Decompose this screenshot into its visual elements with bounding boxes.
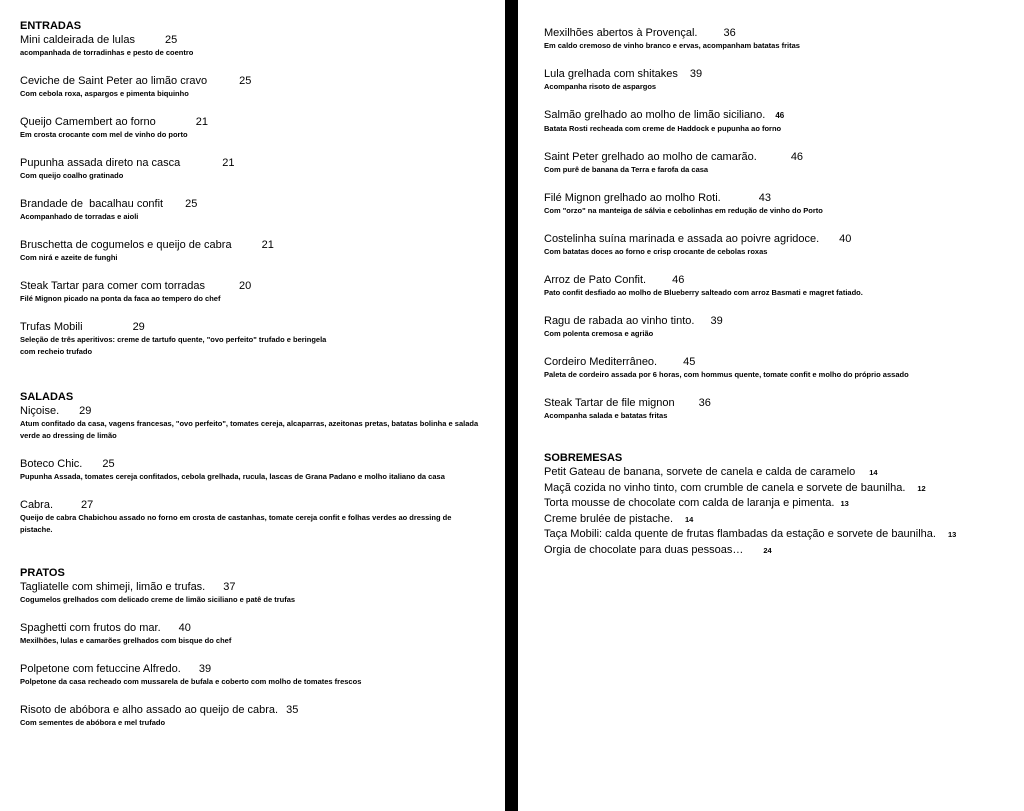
item-price: 43 — [758, 192, 771, 204]
item-name: Niçoise. — [20, 405, 60, 417]
item-description: acompanhada de torradinhas e pesto de coentro — [20, 48, 194, 57]
menu-item — [20, 320, 505, 358]
item-price: 12 — [917, 483, 926, 493]
dessert-item — [544, 481, 1024, 497]
item-price: 46 — [775, 111, 785, 120]
menu-item — [544, 67, 1024, 93]
item-name: Ceviche de Saint Peter ao limão cravo — [20, 75, 208, 87]
left-menu-page — [0, 0, 505, 811]
section-title-sobremesas: SOBREMESAS — [544, 452, 623, 464]
item-description: Mexilhões, lulas e camarões grelhados com bisque do chef — [20, 636, 232, 645]
menu-item — [544, 232, 1024, 258]
item-name: Cordeiro Mediterrâneo. — [544, 356, 658, 368]
item-price: 13 — [947, 530, 957, 539]
menu-item — [20, 33, 505, 59]
item-price: 40 — [839, 233, 852, 245]
section-title-entradas: ENTRADAS — [20, 20, 82, 32]
item-price: 36 — [723, 27, 736, 39]
item-price: 46 — [790, 151, 804, 163]
dessert-item — [544, 496, 1024, 512]
menu-item — [20, 404, 505, 442]
item-price: 29 — [79, 405, 92, 417]
section-pratos-continued — [544, 26, 1024, 422]
menu-item — [20, 457, 505, 483]
menu-item — [20, 197, 505, 223]
item-description: Com sementes de abóbora e mel trufado — [20, 718, 166, 727]
item-price: 40 — [178, 622, 191, 634]
item-name: Trufas Mobili — [20, 321, 83, 333]
item-name: Torta mousse de chocolate com calda de laranja e pimenta. — [544, 497, 835, 509]
menu-item — [20, 74, 505, 100]
item-description: Com nirá e azeite de funghi — [20, 253, 118, 262]
item-name: Filé Mignon grelhado ao molho Roti. — [544, 192, 721, 204]
item-price: 46 — [672, 274, 685, 286]
item-price: 21 — [195, 116, 208, 128]
item-price: 39 — [198, 663, 212, 675]
item-name: Taça Mobili: calda quente de frutas flambadas da estação e sorvete de baunilha. — [544, 528, 936, 540]
item-name: Polpetone com fetuccine Alfredo. — [20, 663, 181, 675]
item-name: Boteco Chic. — [20, 458, 83, 470]
item-name: Arroz de Pato Confit. — [544, 274, 647, 286]
item-price: 14 — [869, 468, 878, 477]
item-name: Salmão grelhado ao molho de limão siciliano. — [544, 109, 766, 121]
item-price: 39 — [689, 68, 703, 80]
item-name: Petit Gateau de banana, sorvete de canela e calda de caramelo — [544, 466, 856, 478]
section-saladas — [20, 391, 505, 536]
item-price: 21 — [261, 239, 274, 251]
section-entradas — [20, 20, 505, 358]
menu-item — [20, 279, 505, 305]
item-price: 25 — [239, 75, 252, 87]
menu-item — [20, 703, 505, 729]
menu-item — [544, 26, 1024, 52]
item-price: 25 — [164, 34, 178, 46]
item-price: 25 — [185, 198, 198, 210]
menu-item — [20, 621, 505, 647]
item-price: 39 — [710, 315, 723, 327]
item-name: Tagliatelle com shimeji, limão e trufas. — [20, 581, 206, 593]
item-price: 20 — [239, 280, 252, 292]
item-description: Acompanha risoto de aspargos — [544, 82, 657, 91]
item-description: Acompanhado de torradas e aioli — [20, 212, 139, 221]
item-name: Steak Tartar de file mignon — [544, 397, 675, 409]
item-description: Paleta de cordeiro assada por 6 horas, com hommus quente, tomate confit e molho do próprio assado — [544, 370, 909, 379]
item-name: Cabra. — [20, 499, 54, 511]
item-description: Em crosta crocante com mel de vinho do porto — [20, 130, 188, 139]
item-name: Risoto de abóbora e alho assado ao queijo de cabra. — [20, 704, 279, 716]
item-description: Pato confit desfiado ao molho de Blueberry salteado com arroz Basmati e magret fatiado. — [544, 288, 863, 297]
item-description: Em caldo cremoso de vinho branco e ervas, acompanham batatas fritas — [544, 41, 800, 50]
item-description: Batata Rosti recheada com creme de Haddock e pupunha ao forno — [544, 124, 782, 133]
menu-item — [20, 580, 505, 606]
item-price: 13 — [840, 499, 849, 508]
menu-item — [544, 396, 1024, 422]
item-description: Com queijo coalho gratinado — [20, 171, 124, 180]
section-title-pratos: PRATOS — [20, 567, 65, 579]
item-price: 14 — [685, 514, 694, 524]
item-name: Costelinha suína marinada e assada ao poivre agridoce. — [544, 233, 820, 245]
item-price: 37 — [223, 581, 236, 593]
item-description: Com batatas doces ao forno e crisp crocante de cebolas roxas — [544, 247, 768, 256]
section-title-saladas: SALADAS — [20, 391, 74, 403]
section-pratos — [20, 567, 505, 729]
item-name: Queijo Camembert ao forno — [20, 116, 156, 128]
menu-item — [20, 238, 505, 264]
item-price: 36 — [698, 397, 711, 409]
item-price: 24 — [763, 545, 772, 555]
item-name: Lula grelhada com shitakes — [544, 68, 678, 80]
item-name: Pupunha assada direto na casca — [20, 157, 181, 169]
item-description: Com purê de banana da Terra e farofa da casa — [544, 165, 709, 174]
item-name: Mexilhões abertos à Provençal. — [544, 27, 698, 39]
item-name: Saint Peter grelhado ao molho de camarão. — [544, 151, 757, 163]
item-name: Spaghetti com frutos do mar. — [20, 622, 161, 634]
item-price: 45 — [683, 356, 696, 368]
item-name: Orgia de chocolate para duas pessoas… — [544, 543, 744, 556]
item-description: Pupunha Assada, tomates cereja confitados, cebola grelhada, rucula, lascas de Grana Padano e molho italiano da casa — [20, 472, 445, 481]
dessert-item — [544, 543, 1024, 559]
menu-item — [544, 314, 1024, 340]
menu-item — [544, 108, 1024, 135]
item-name: Brandade de bacalhau confit — [20, 198, 164, 210]
item-name: Maçã cozida no vinho tinto, com crumble de canela e sorvete de baunilha. — [544, 481, 906, 494]
right-menu-page — [518, 0, 1024, 811]
item-price: 25 — [102, 458, 115, 470]
dessert-item — [544, 512, 1024, 528]
menu-item — [20, 115, 505, 141]
dessert-item — [544, 527, 1024, 543]
item-description: Polpetone da casa recheado com mussarela de bufala e coberto com molho de tomates frescos — [20, 677, 362, 686]
item-description: Com cebola roxa, aspargos e pimenta biquinho — [20, 89, 189, 98]
item-price: 35 — [286, 704, 299, 716]
item-name: Creme brulée de pistache. — [544, 512, 674, 525]
item-description: Com "orzo" na manteiga de sálvia e cebolinhas em redução de vinho do Porto — [544, 206, 823, 215]
item-description: Acompanha salada e batatas fritas — [544, 411, 668, 420]
menu-item — [544, 355, 1024, 381]
item-price: 29 — [132, 321, 145, 333]
item-name: Bruschetta de cogumelos e queijo de cabra — [20, 239, 232, 251]
menu-item — [544, 191, 1024, 217]
item-description: Com polenta cremosa e agrião — [544, 329, 654, 338]
item-description: Seleção de três aperitivos: creme de tartufo quente, "ovo perfeito" trufado e beringela com recheio trufado — [20, 335, 327, 356]
item-description: Cogumelos grelhados com delicado creme de limão siciliano e patê de trufas — [20, 595, 296, 604]
item-price: 27 — [81, 499, 94, 511]
item-description: Atum confitado da casa, vagens francesas, "ovo perfeito", tomates cereja, alcaparras, azeitonas pretas, batatas bolinha e salada verde ao dressing de limão — [20, 419, 479, 440]
item-name: Steak Tartar para comer com torradas — [20, 280, 206, 292]
item-price: 21 — [222, 157, 235, 169]
menu-item — [544, 273, 1024, 299]
section-sobremesas — [544, 452, 1024, 558]
item-name: Ragu de rabada ao vinho tinto. — [544, 315, 695, 327]
item-description: Queijo de cabra Chabichou assado no forno em crosta de castanhas, tomate cereja confit e folhas verdes ao dressing de pistache. — [20, 513, 452, 534]
menu-item — [544, 150, 1024, 176]
item-description: Filé Mignon picado na ponta da faca ao tempero do chef — [20, 294, 221, 303]
item-name: Mini caldeirada de lulas — [20, 34, 135, 46]
menu-item — [20, 498, 505, 536]
dessert-item — [544, 465, 1024, 481]
menu-item — [20, 662, 505, 688]
menu-item — [20, 156, 505, 182]
